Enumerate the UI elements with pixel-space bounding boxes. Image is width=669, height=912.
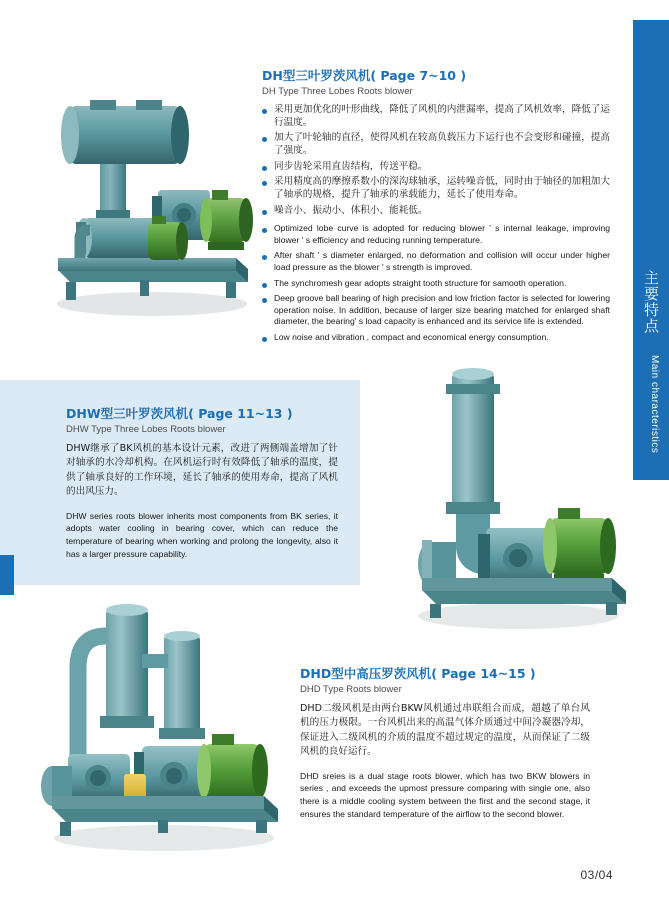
dhd-title-en: DHD Type Roots blower: [300, 684, 402, 695]
side-tab-label-cn: 主要特点: [642, 270, 660, 334]
list-item: After shaft ' s diameter enlarged, no deformation and collision will occur under higher load pressure as the blower ' s strength is improved.: [262, 250, 610, 273]
dhw-section-text: [66, 404, 338, 561]
dh-blower-photo: [40, 72, 260, 322]
list-item: Optimized lobe curve is adopted for reducing blower ' s internal leakage, improving blower ' s efficiency and reducing running temperature.: [262, 223, 610, 246]
dhw-paragraph-en: DHW series roots blower inherits most components from BK series, it adopts water cooling in bearing cover, which can reduce the temperature of bearing when working and prolong the longevity, also it has a larger pressure capability.: [66, 510, 338, 560]
dh-bullets-cn: [262, 104, 610, 217]
list-item: 加大了叶轮轴的直径，使得风机在较高负载压力下运行也不会变形和碰撞，提高了强度。: [262, 132, 610, 157]
list-item: 同步齿轮采用直齿结构，传送平稳。: [262, 161, 610, 174]
dhd-section-text: [300, 664, 590, 821]
dh-title-cn: DH型三叶罗茨风机( Page 7~10 ): [262, 68, 467, 83]
side-tab-label-en: Main characteristics: [649, 355, 660, 454]
dhd-paragraph-en: DHD sreies is a dual stage roots blower, which has two BKW blowers in series , and exceeds the upmost pressure comparing with single one, also there is a middle cooling system between the first and the second stage, it ensures the standard temperature of the airflow to the second blower.: [300, 770, 590, 820]
list-item: 噪音小、振动小、体积小、能耗低。: [262, 205, 610, 218]
dhw-blower-photo: [400, 368, 640, 638]
page-number: 03/04: [580, 868, 613, 882]
list-item: Low noise and vibration , compact and economical energy consumption.: [262, 332, 610, 344]
dhw-paragraph-cn: DHW继承了BK风机的基本设计元素，改进了两侧端盖增加了针对轴承的水冷却机构。在风机运行时有效降低了轴承的温度，提供了轴承良好的工作环境，延长了轴承的使用寿命，提高了风机的出风压力。: [66, 443, 338, 498]
dhw-title-en: DHW Type Three Lobes Roots blower: [66, 424, 226, 435]
dhw-title-cn: DHW型三叶罗茨风机( Page 11~13 ): [66, 406, 293, 421]
list-item: 采用更加优化的叶形曲线，降低了风机的内泄漏率，提高了风机效率，降低了运行温度。: [262, 104, 610, 129]
side-tab: [629, 0, 669, 912]
dh-title-en: DH Type Three Lobes Roots blower: [262, 86, 413, 97]
dh-bullets-en: [262, 223, 610, 343]
list-item: 采用精度高的摩擦系数小的深沟球轴承，运转噪音低，同时由于轴径的加粗加大了轴承的规格，提升了轴承的承载能力，延长了使用寿命。: [262, 176, 610, 201]
dhd-title-cn: DHD型中高压罗茨风机( Page 14~15 ): [300, 666, 536, 681]
dhd-paragraph-cn: DHD二级风机是由两台BKW风机通过串联组合而成，超越了单台风机的压力极限。一台风机出来的高温气体介质通过中间冷凝器冷却，保证进入二级风机的介质的温度不超过规定的温度，从而保证了二级风机的良好运行。: [300, 703, 590, 758]
left-accent-mark: [0, 555, 14, 595]
dh-section-text: [262, 66, 610, 348]
list-item: Deep groove ball bearing of high precision and low friction factor is selected for lowering operation noise. In addition, because of larger size bearing matched for enlarged shaft diameter, the bearing' s load capacity is enhanced and its service life is extended.: [262, 293, 610, 328]
dhd-blower-photo: [38, 596, 288, 861]
list-item: The synchromesh gear adopts straight tooth structure for samooth operation.: [262, 278, 610, 290]
